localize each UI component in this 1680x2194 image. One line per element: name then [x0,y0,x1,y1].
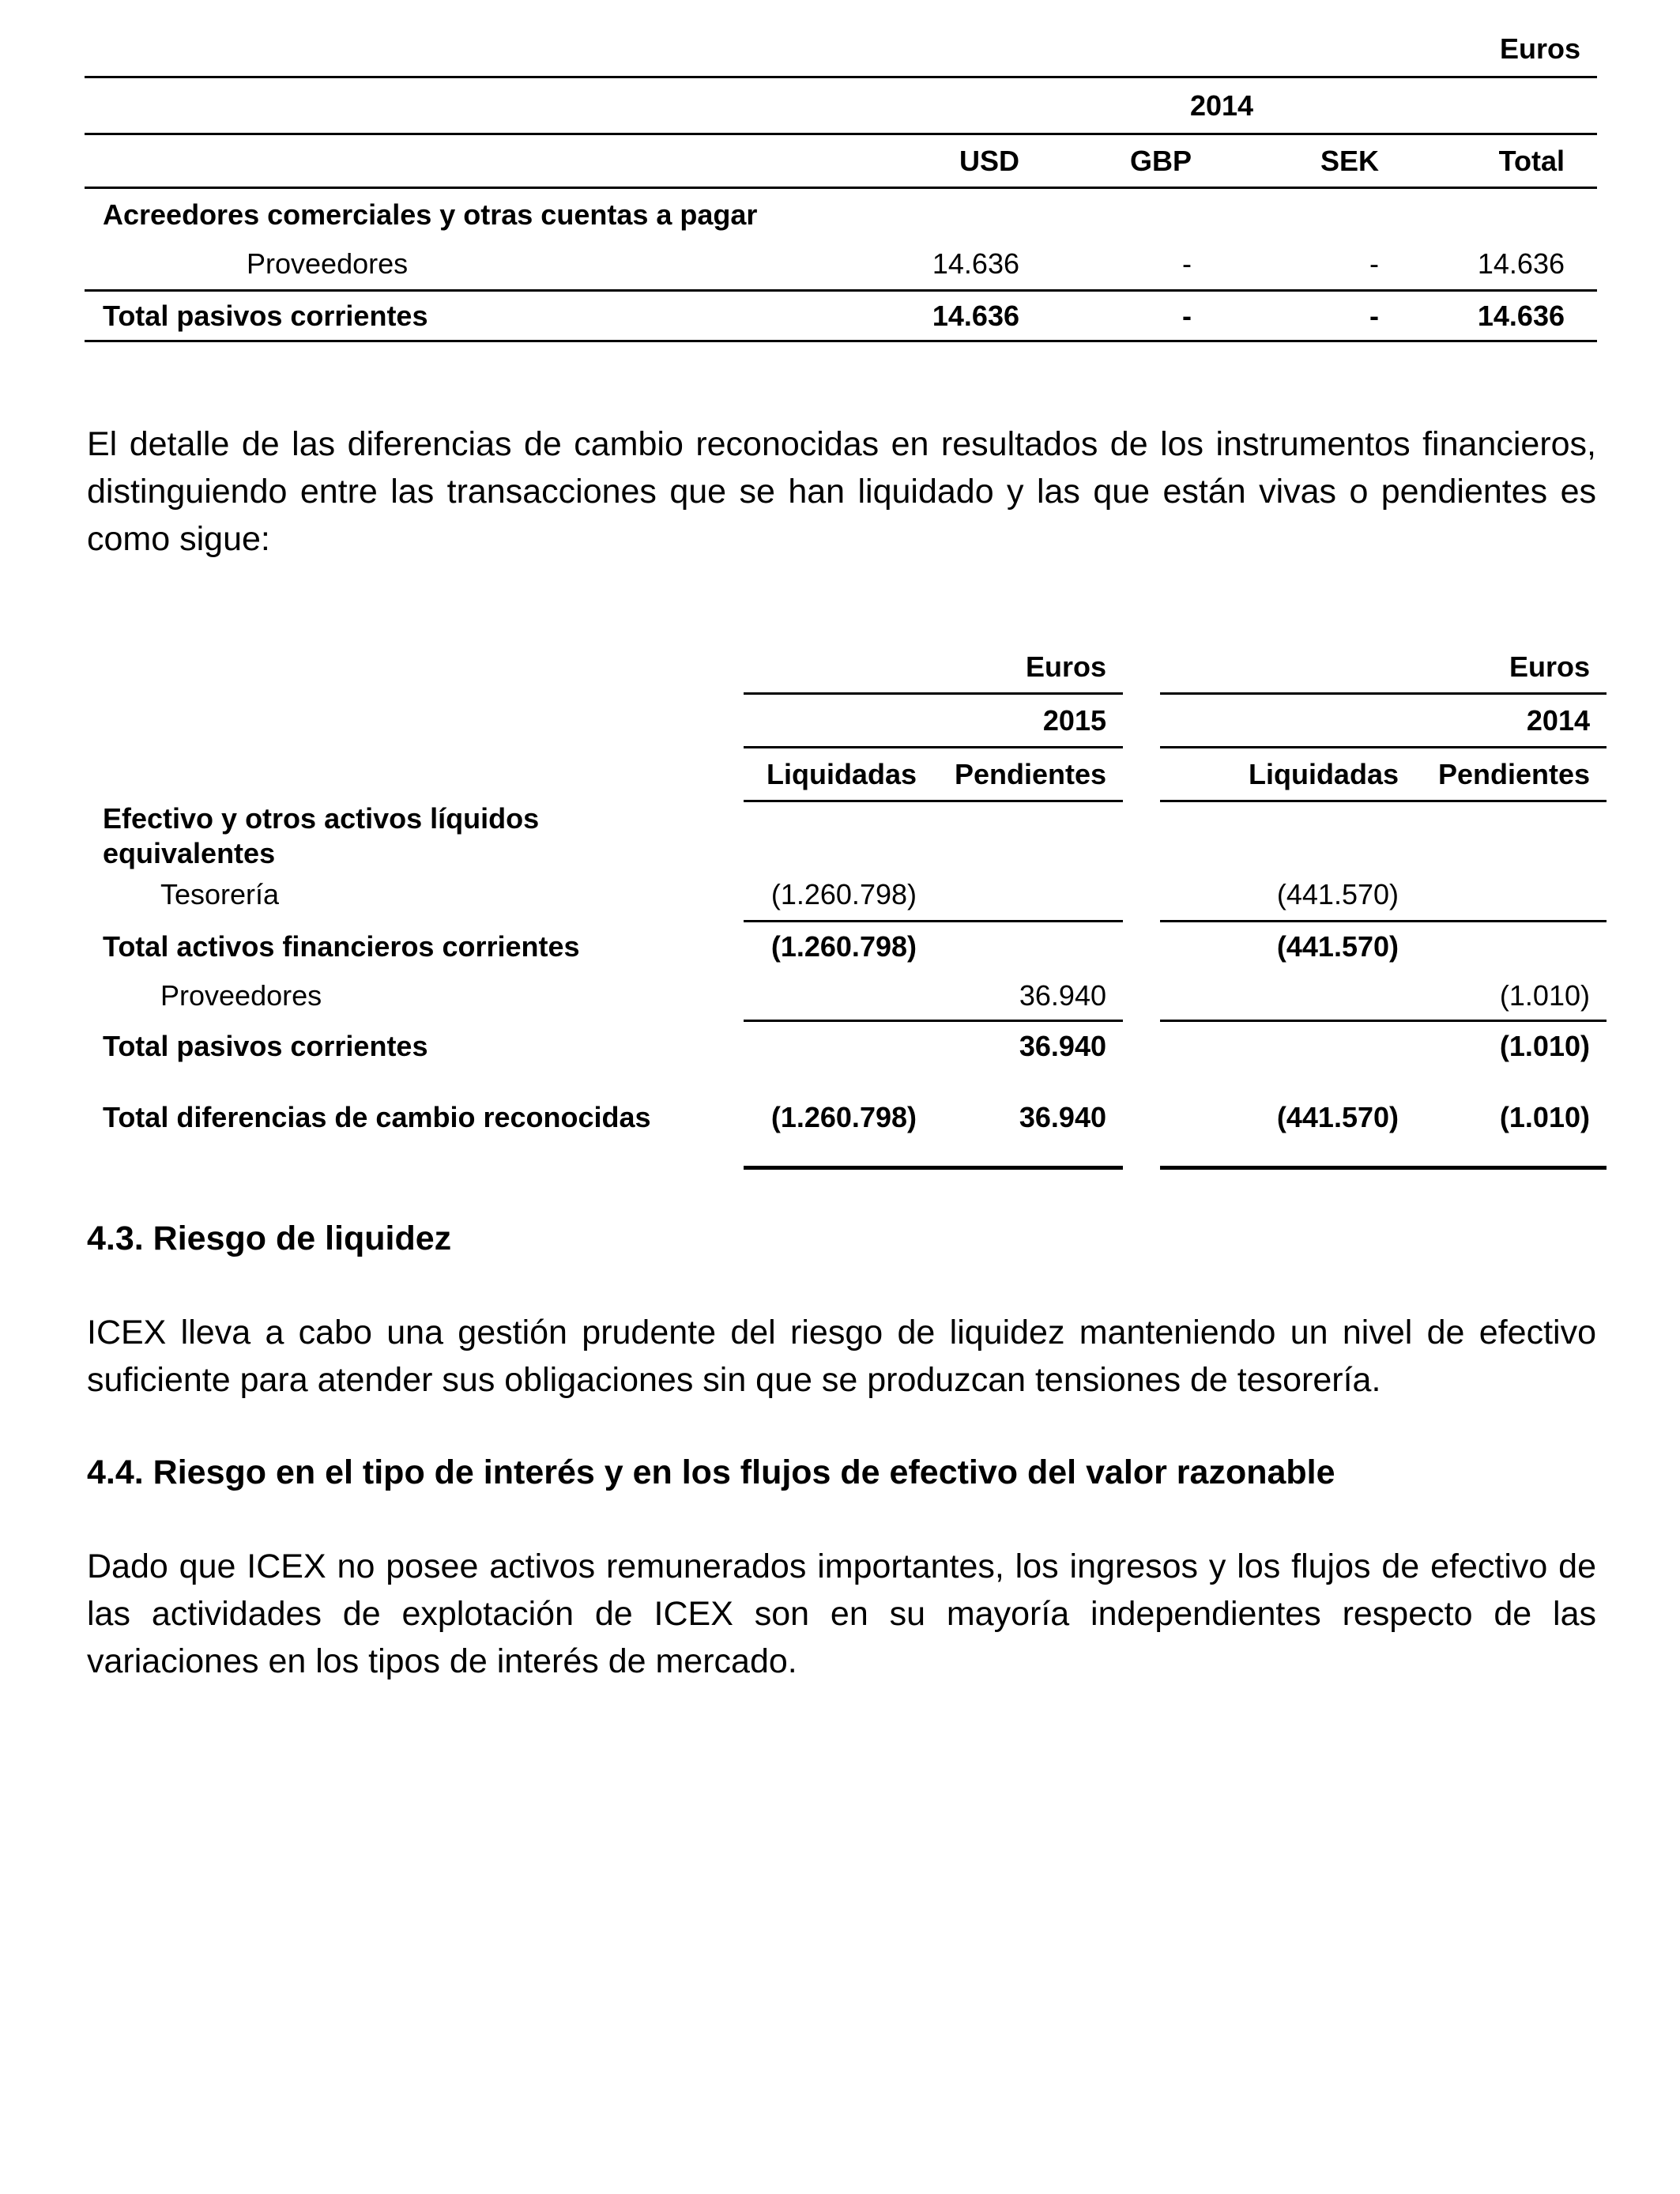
rule [744,746,1123,748]
row-label: Total pasivos corrientes [103,300,428,332]
year-2014-header: 2014 [1526,704,1590,737]
unit-label: Euros [1499,32,1580,65]
cell-pend-2014: (1.010) [1499,979,1590,1012]
col-pendientes-2014: Pendientes [1437,758,1590,790]
unit-label-2014: Euros [1509,650,1590,683]
rule [744,1020,1123,1022]
cell-gbp: - [1182,247,1192,280]
col-header-total: Total [1498,145,1565,177]
cell-gbp: - [1182,300,1192,332]
rule [1160,692,1607,695]
cell-usd: 14.636 [932,247,1019,280]
cell-total: 14.636 [1477,247,1565,280]
rule [1160,920,1607,922]
row-label: Total diferencias de cambio reconocidas [103,1101,651,1133]
rule [85,340,1597,342]
rule [85,289,1597,292]
rule-double [1160,1166,1607,1170]
rule [85,133,1597,135]
intro-paragraph: El detalle de las diferencias de cambio reconocidas en resultados de los instrumentos financieros, distinguiendo entre las transacciones que se han liquidado y las que están vivas o pendientes es como sigue: [87,425,1596,558]
col-pendientes-2015: Pendientes [954,758,1106,790]
rule [1160,800,1607,802]
col-header-gbp: GBP [1129,145,1192,177]
row-label: Proveedores [247,247,409,280]
section-heading-4-4: 4.4. Riesgo en el tipo de interés y en los flujos de efectivo del valor razonable [87,1453,1335,1491]
rule [1160,1020,1607,1022]
row-label: Tesorería [160,878,280,910]
col-liquidadas-2014: Liquidadas [1248,758,1399,790]
cell-liq-2015: (1.260.798) [770,930,917,963]
cell-pend-2015: 36.940 [1019,1101,1106,1133]
cell-usd: 14.636 [932,300,1019,332]
rule [1160,746,1607,748]
row-label: Total activos financieros corrientes [103,930,580,963]
rule [744,800,1123,802]
cell-sek: - [1369,247,1379,280]
cell-sek: - [1369,300,1379,332]
rule [744,692,1123,695]
cell-liq-2014: (441.570) [1276,878,1399,910]
cell-pend-2015: 36.940 [1019,979,1106,1012]
col-header-usd: USD [959,145,1019,177]
year-2015-header: 2015 [1042,704,1106,737]
rule [85,76,1597,78]
cell-liq-2014: (441.570) [1276,1101,1399,1133]
cell-pend-2014: (1.010) [1499,1101,1590,1133]
cell-pend-2014: (1.010) [1499,1030,1590,1062]
row-label: Total pasivos corrientes [103,1030,428,1062]
col-header-sek: SEK [1320,145,1379,177]
cell-liq-2015: (1.260.798) [770,1101,917,1133]
row-label: Proveedores [160,979,322,1012]
cell-liq-2014: (441.570) [1276,930,1399,963]
cell-total: 14.636 [1477,300,1565,332]
col-liquidadas-2015: Liquidadas [766,758,917,790]
cell-pend-2015: 36.940 [1019,1030,1106,1062]
section-text-4-3: ICEX lleva a cabo una gestión prudente del riesgo de liquidez manteniendo un nivel de efectivo suficiente para atender sus obligaciones sin que se produzcan tensiones de tesorería. [87,1314,1596,1399]
unit-label-2015: Euros [1025,650,1106,683]
cell-liq-2015: (1.260.798) [770,878,917,910]
rule [85,187,1597,189]
rule-double [744,1166,1123,1170]
group-label: Acreedores comerciales y otras cuentas a pagar [103,198,758,231]
year-header: 2014 [1189,89,1254,122]
rule [744,920,1123,922]
section-heading-4-3: 4.3. Riesgo de liquidez [87,1220,452,1257]
group-label: Efectivo y otros activos líquidos equivalentes [103,802,540,869]
section-text-4-4: Dado que ICEX no posee activos remunerados importantes, los ingresos y los flujos de efectivo de las actividades de explotación de ICEX son en su mayoría independientes respecto de las variaciones en los tipos de interés de mercado. [87,1547,1596,1680]
